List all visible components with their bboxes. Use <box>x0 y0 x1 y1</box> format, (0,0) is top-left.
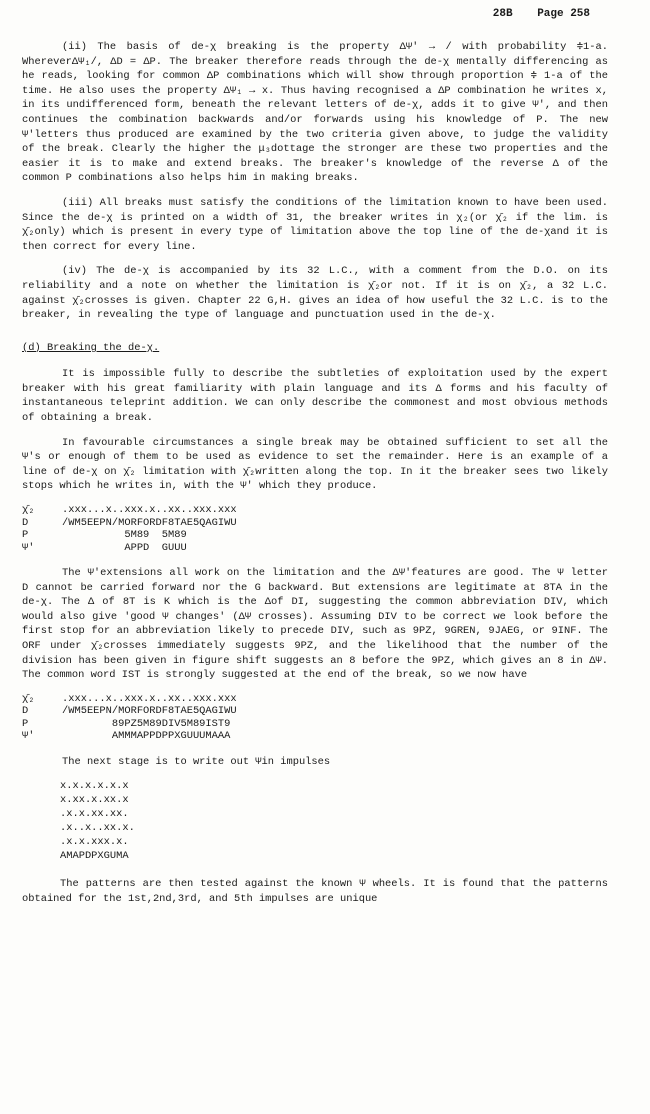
row-text: 5M89 5M89 <box>62 529 187 542</box>
impulse-row: .x.x.xx.xx. <box>60 808 129 821</box>
example-row <box>22 542 608 555</box>
example-row <box>22 730 608 743</box>
impulse-row: x.x.x.x.x.x <box>60 780 129 793</box>
impulse-row: .x..x..xx.x. <box>60 822 135 835</box>
paragraph-iv: (iv) The de-χ is accompanied by its 32 L.C., with a comment from the D.O. on its reliability and a note on whether the limitation is χ̄₂or not. If it is on χ̄₂, a 32 L.C. against χ̄₂crosses is given. Chapter 22 G,H. gives an idea of how useful the 32 L.C. is to the breaker, in revealing the type of language and punctuation used in the de-χ. <box>22 265 608 322</box>
impulse-list <box>60 779 608 863</box>
paragraph-d3: The Ψ′extensions all work on the limitation and the ΔΨ′features are good. The Ψ letter D cannot be carried forward nor the G backward. But extensions are legitimate at 8TA in the de-χ. The Δ of 8T is K which is the Δof DI, suggesting the common abbreviation DIV, which would also give 'good Ψ changes' (ΔΨ crosses). Assuming DIV to be correct we look before the first stop for an abbreviation likely to precede DIV, such as 9PZ, 9GREN, 9JAEG, or 9INF. The ORF under χ̄₂crosses immediately suggests 9PZ, and the likelihood that the number of the division has been given in figure shift suggests an 8 before the 9PZ, which gives an 8 in ΔΨ. The common word IST is strongly suggested at the end of the break, so we now have <box>22 567 608 682</box>
row-label: P <box>22 717 29 730</box>
paragraph-iii: (iii) All breaks must satisfy the conditions of the limitation known to have been used. Since the de-χ is printed on a width of 31, the breaker writes in χ₂(or χ̄₂ if the lim. is χ̄₂only) which is present in every type of limitation above the top line of the de-χand it is then correct for every line. <box>22 196 608 253</box>
example-row <box>22 705 608 718</box>
example-row <box>22 693 608 706</box>
page-content <box>22 40 608 917</box>
row-text: /WM5EEPN/MORFORDF8TAE5QAGIWU <box>62 516 237 529</box>
row-text: .xxx...x..xxx.x..xx..xxx.xxx <box>62 504 237 517</box>
example-row <box>22 517 608 530</box>
row-text: .xxx...x..xxx.x..xx..xxx.xxx <box>62 692 237 705</box>
row-text: 89PZ5M89DIV5M89IST9 <box>62 717 231 730</box>
example-block-1 <box>22 504 608 554</box>
paragraph-d5: The patterns are then tested against the known Ψ wheels. It is found that the patterns obtained for the 1st,2nd,3rd, and 5th impulses are unique <box>22 878 608 905</box>
row-label: χ̄₂ <box>22 692 35 705</box>
paragraph-d1: It is impossible fully to describe the subtleties of exploitation used by the expert breaker with his great familiarity with plain language and its Δ forms and his faculty of instantaneous teleprint addition. We can only describe the commonest and most obvious methods of obtaining a break. <box>22 368 608 425</box>
paragraph-ii: (ii) The basis of de-χ breaking is the property ΔΨ′ → / with probability ≑1-a. WhereverΔΨ₁/, ΔD = ΔP. The breaker therefore reads through the de-χ mentally differencing as he reads, looking for common ΔP combinations which will show through proportion ≑ 1-a of the time. He also uses the property ΔΨ₁ → x. Thus having recognised a ΔP combination he writes x, in its undifferenced form, beneath the relevant letters of de-χ, adds it to give Ψ′, and then continues the combination backwards and/or forwards using his knowledge of P. The new Ψ′letters thus produced are examined by the two criteria given above, to judge the validity of the break. Clearly the higher the μ₃dottage the stronger are these two properties and the easier it is to make and extend breaks. The breaker's knowledge of the reverse Δ of the common P combinations also helps him in making breaks. <box>22 41 608 185</box>
row-label: Ψ′ <box>22 730 35 743</box>
impulse-row: .x.x.xxx.x. <box>60 836 129 849</box>
example-row <box>22 529 608 542</box>
row-label: P <box>22 529 29 542</box>
page-header <box>475 7 590 22</box>
row-text: /WM5EEPN/MORFORDF8TAE5QAGIWU <box>62 705 237 718</box>
impulse-row: AMAPDPXGUMA <box>60 850 129 863</box>
impulse-row: x.xx.x.xx.x <box>60 794 129 807</box>
row-text: AMMMAPPDPPXGUUUMAAA <box>62 730 231 743</box>
paragraph-d2: In favourable circumstances a single break may be obtained sufficient to set all the Ψ's or enough of them to be used as evidence to set the remainder. Here is an example of a line of de-χ on χ̄₂ limitation with χ̄₂written along the top. In it the breaker sees two likely stops which he writes in, with the Ψ′ which they produce. <box>22 436 608 493</box>
row-label: D <box>22 705 29 718</box>
example-row <box>22 718 608 731</box>
row-label: D <box>22 516 29 529</box>
row-label: Ψ′ <box>22 541 35 554</box>
section-heading-d: (d) Breaking the de-χ. <box>22 341 160 354</box>
section-number: 28B <box>492 8 513 20</box>
row-text: APPD GUUU <box>62 541 187 554</box>
example-row <box>22 504 608 517</box>
row-label: χ̄₂ <box>22 504 35 517</box>
example-block-2 <box>22 693 608 743</box>
page-number: Page 258 <box>537 8 590 20</box>
paragraph-d4: The next stage is to write out Ψin impulses <box>62 755 331 768</box>
